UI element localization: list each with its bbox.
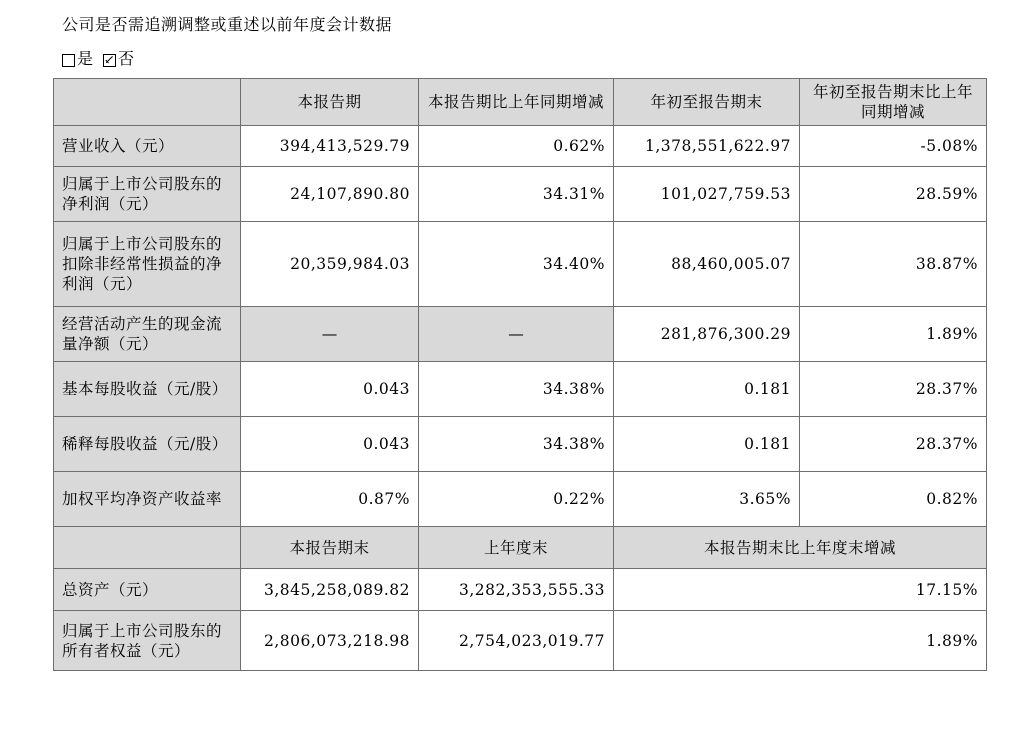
table-row <box>54 569 987 611</box>
column-header: 本报告期末比上年度末增减 <box>614 527 987 569</box>
value-cell: 0.181 <box>614 362 800 417</box>
header-corner-cell <box>54 79 241 126</box>
row-label: 稀释每股收益（元/股） <box>54 417 241 472</box>
column-header: 本报告期比上年同期增减 <box>419 79 614 126</box>
value-cell: 1.89% <box>614 611 987 671</box>
row-label: 归属于上市公司股东的所有者权益（元） <box>54 611 241 671</box>
table-row <box>54 611 987 671</box>
value-cell: 2,806,073,218.98 <box>241 611 419 671</box>
value-cell: — <box>419 307 614 362</box>
table-row <box>54 222 987 307</box>
value-cell: 3,282,353,555.33 <box>419 569 614 611</box>
value-cell: 3,845,258,089.82 <box>241 569 419 611</box>
option-no-label: 否 <box>118 49 135 68</box>
column-header: 本报告期 <box>241 79 419 126</box>
row-label: 归属于上市公司股东的扣除非经常性损益的净利润（元） <box>54 222 241 307</box>
value-cell: 0.62% <box>419 126 614 167</box>
value-cell: 28.59% <box>800 167 987 222</box>
header-corner-cell <box>54 527 241 569</box>
table-row <box>54 167 987 222</box>
value-cell: 0.043 <box>241 417 419 472</box>
value-cell: 34.31% <box>419 167 614 222</box>
table-row <box>54 307 987 362</box>
value-cell: 34.40% <box>419 222 614 307</box>
value-cell: 24,107,890.80 <box>241 167 419 222</box>
value-cell: 0.87% <box>241 472 419 527</box>
value-cell: — <box>241 307 419 362</box>
value-cell: 1,378,551,622.97 <box>614 126 800 167</box>
row-label: 加权平均净资产收益率 <box>54 472 241 527</box>
value-cell: 0.181 <box>614 417 800 472</box>
value-cell: 0.043 <box>241 362 419 417</box>
value-cell: 0.82% <box>800 472 987 527</box>
column-header: 年初至报告期末 <box>614 79 800 126</box>
table-header-row <box>54 527 987 569</box>
column-header: 上年度末 <box>419 527 614 569</box>
value-cell: 20,359,984.03 <box>241 222 419 307</box>
value-cell: 28.37% <box>800 417 987 472</box>
table-row <box>54 472 987 527</box>
option-yes[interactable] <box>62 48 93 70</box>
value-cell: 17.15% <box>614 569 987 611</box>
value-cell: -5.08% <box>800 126 987 167</box>
value-cell: 101,027,759.53 <box>614 167 800 222</box>
row-label: 归属于上市公司股东的净利润（元） <box>54 167 241 222</box>
value-cell: 1.89% <box>800 307 987 362</box>
table-row <box>54 362 987 417</box>
option-no[interactable] <box>103 48 134 70</box>
row-label: 总资产（元） <box>54 569 241 611</box>
checkbox-checked-icon[interactable] <box>103 54 116 67</box>
column-header: 年初至报告期末比上年同期增减 <box>800 79 987 126</box>
value-cell: 281,876,300.29 <box>614 307 800 362</box>
row-label: 基本每股收益（元/股） <box>54 362 241 417</box>
value-cell: 34.38% <box>419 417 614 472</box>
value-cell: 28.37% <box>800 362 987 417</box>
table-header-row <box>54 79 987 126</box>
value-cell: 2,754,023,019.77 <box>419 611 614 671</box>
row-label: 营业收入（元） <box>54 126 241 167</box>
checkbox-unchecked-icon[interactable] <box>62 54 75 67</box>
value-cell: 394,413,529.79 <box>241 126 419 167</box>
section-heading: 公司是否需追溯调整或重述以前年度会计数据 <box>62 15 393 34</box>
option-yes-label: 是 <box>77 49 94 68</box>
value-cell: 0.22% <box>419 472 614 527</box>
value-cell: 3.65% <box>614 472 800 527</box>
table-row <box>54 126 987 167</box>
value-cell: 88,460,005.07 <box>614 222 800 307</box>
row-label: 经营活动产生的现金流量净额（元） <box>54 307 241 362</box>
restatement-options <box>62 48 144 70</box>
value-cell: 34.38% <box>419 362 614 417</box>
value-cell: 38.87% <box>800 222 987 307</box>
column-header: 本报告期末 <box>241 527 419 569</box>
financial-data-table <box>53 78 987 671</box>
table-row <box>54 417 987 472</box>
